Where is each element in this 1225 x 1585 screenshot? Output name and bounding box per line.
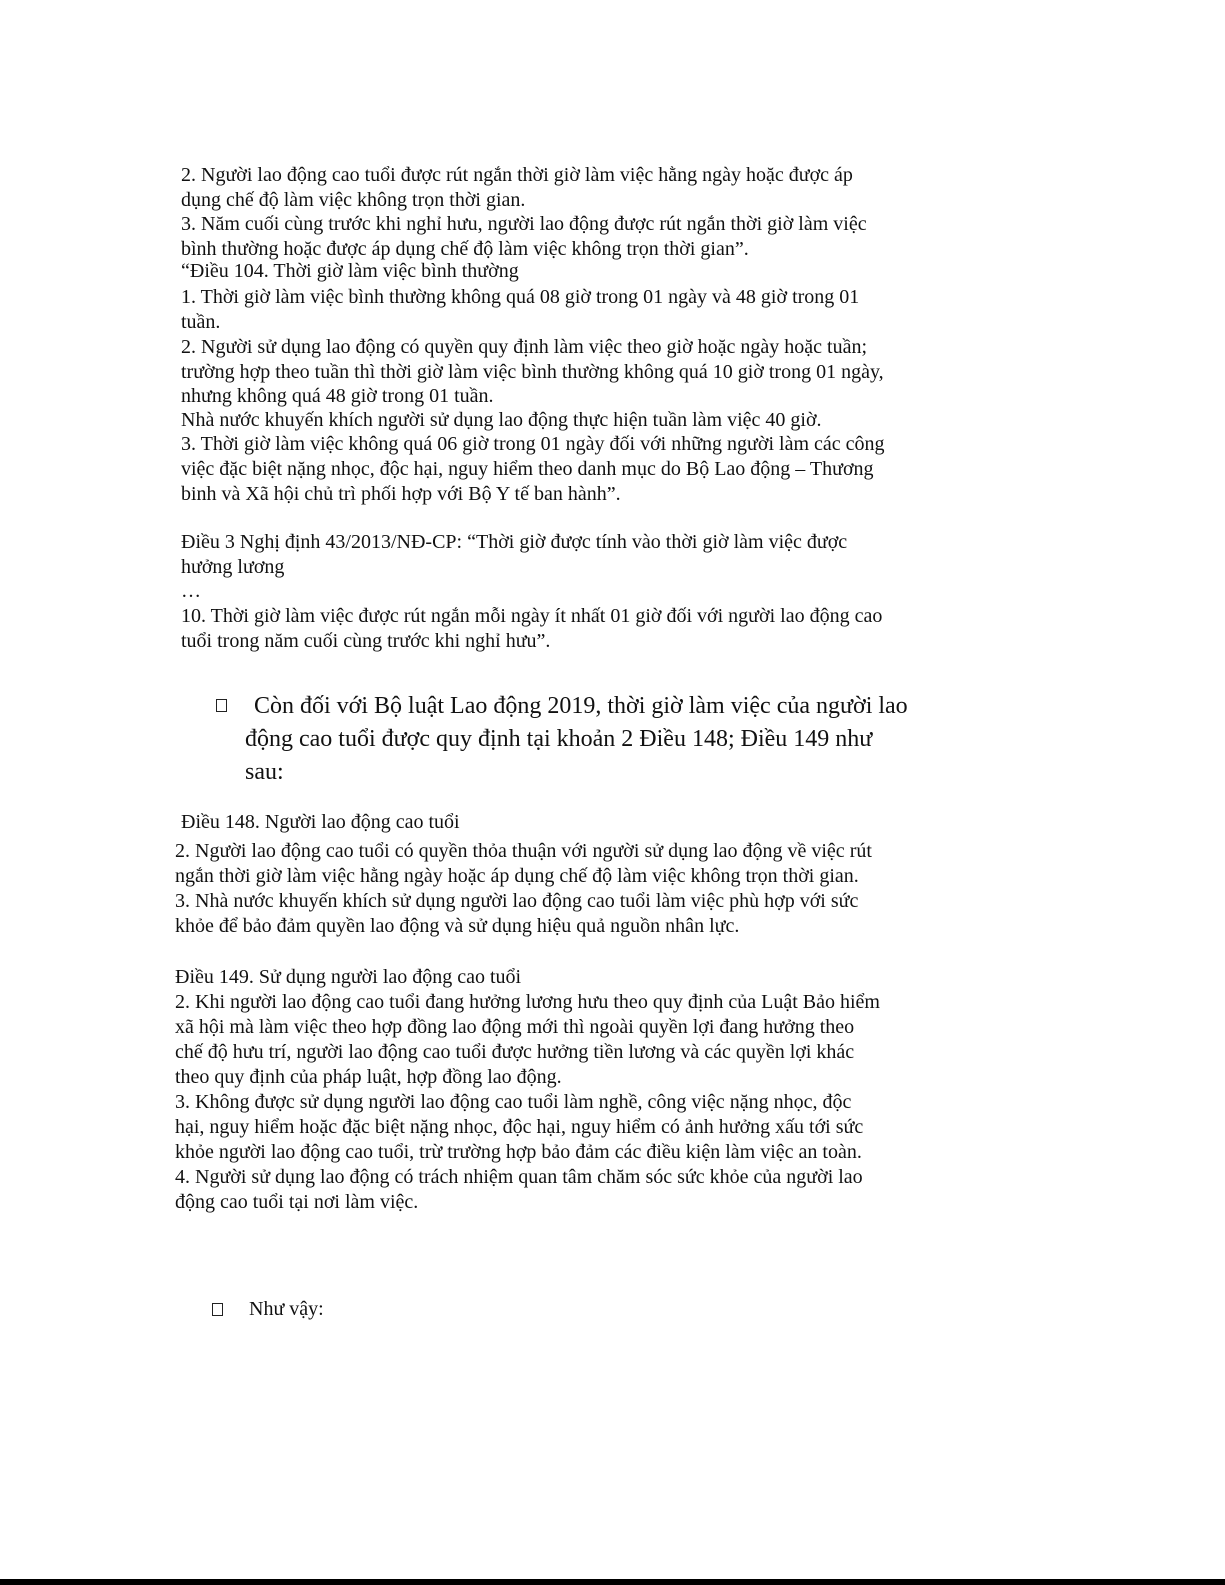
text-line: ngắn thời giờ làm việc hằng ngày hoặc áp dụng chế độ làm việc không trọn thời gian. [175, 865, 859, 887]
text-line: hại, nguy hiểm hoặc đặc biệt nặng nhọc, độc hại, nguy hiểm có ảnh hưởng xấu tới sức [175, 1116, 864, 1138]
bullet-text: động cao tuổi được quy định tại khoản 2 Điều 148; Điều 149 như [245, 726, 873, 752]
text-line: 2. Khi người lao động cao tuổi đang hưởng lương hưu theo quy định của Luật Bảo hiểm [175, 991, 880, 1013]
heading-dieu-104: “Điều 104. Thời giờ làm việc bình thường [181, 260, 519, 282]
bottom-border [0, 1579, 1225, 1585]
bullet-text: Như vậy: [249, 1298, 324, 1320]
text-line: khỏe để bảo đảm quyền lao động và sử dụng hiệu quả nguồn nhân lực. [175, 915, 740, 937]
text-line: nhưng không quá 48 giờ trong 01 tuần. [181, 385, 494, 407]
text-line: 4. Người sử dụng lao động có trách nhiệm quan tâm chăm sóc sức khỏe của người lao [175, 1166, 863, 1188]
text-line: Nhà nước khuyến khích người sử dụng lao động thực hiện tuần làm việc 40 giờ. [181, 409, 822, 431]
text-line: 3. Năm cuối cùng trước khi nghỉ hưu, người lao động được rút ngắn thời giờ làm việc [181, 213, 867, 235]
text-line: 3. Không được sử dụng người lao động cao tuổi làm nghề, công việc nặng nhọc, độc [175, 1091, 852, 1113]
text-line: binh và Xã hội chủ trì phối hợp với Bộ Y tế ban hành”. [181, 483, 621, 505]
text-line: việc đặc biệt nặng nhọc, độc hại, nguy hiểm theo danh mục do Bộ Lao động – Thương [181, 458, 874, 480]
text-line: xã hội mà làm việc theo hợp đồng lao động mới thì ngoài quyền lợi đang hưởng theo [175, 1016, 855, 1038]
text-line: bình thường hoặc được áp dụng chế độ làm việc không trọn thời gian”. [181, 238, 749, 260]
heading-dieu-149: Điều 149. Sử dụng người lao động cao tuổi [175, 966, 522, 988]
text-line: động cao tuổi tại nơi làm việc. [175, 1191, 419, 1213]
text-line: 2. Người lao động cao tuổi có quyền thỏa thuận với người sử dụng lao động về việc rút [175, 840, 872, 862]
text-line: tuổi trong năm cuối cùng trước khi nghỉ hưu”. [181, 630, 551, 652]
text-line: theo quy định của pháp luật, hợp đồng lao động. [175, 1066, 562, 1088]
text-line: chế độ hưu trí, người lao động cao tuổi được hưởng tiền lương và các quyền lợi khác [175, 1041, 855, 1063]
text-line: hưởng lương [181, 556, 285, 578]
bullet-text: Còn đối với Bộ luật Lao động 2019, thời giờ làm việc của người lao [254, 693, 908, 719]
text-line: 3. Nhà nước khuyến khích sử dụng người lao động cao tuổi làm việc phù hợp với sức [175, 890, 859, 912]
text-line: tuần. [181, 311, 221, 333]
heading-dieu-148: Điều 148. Người lao động cao tuổi [181, 811, 460, 833]
text-line: 1. Thời giờ làm việc bình thường không quá 08 giờ trong 01 ngày và 48 giờ trong 01 [181, 286, 860, 308]
text-line: trường hợp theo tuần thì thời giờ làm việc bình thường không quá 10 giờ trong 01 ngày, [181, 361, 884, 383]
text-line: dụng chế độ làm việc không trọn thời gian. [181, 189, 526, 211]
text-line: Điều 3 Nghị định 43/2013/NĐ-CP: “Thời giờ được tính vào thời giờ làm việc được [181, 531, 848, 553]
bullet-box-icon [212, 1303, 223, 1316]
bullet-text: sau: [245, 759, 284, 785]
text-line: 3. Thời giờ làm việc không quá 06 giờ trong 01 ngày đối với những người làm các công [181, 433, 885, 455]
text-line: khỏe người lao động cao tuổi, trừ trường hợp bảo đảm các điều kiện làm việc an toàn. [175, 1141, 862, 1163]
text-line: 10. Thời giờ làm việc được rút ngắn mỗi ngày ít nhất 01 giờ đối với người lao động cao [181, 605, 883, 627]
ellipsis: … [181, 580, 201, 602]
text-line: 2. Người sử dụng lao động có quyền quy định làm việc theo giờ hoặc ngày hoặc tuần; [181, 336, 868, 358]
text-line: 2. Người lao động cao tuổi được rút ngắn thời giờ làm việc hằng ngày hoặc được áp [181, 164, 853, 186]
bullet-box-icon [216, 699, 227, 712]
